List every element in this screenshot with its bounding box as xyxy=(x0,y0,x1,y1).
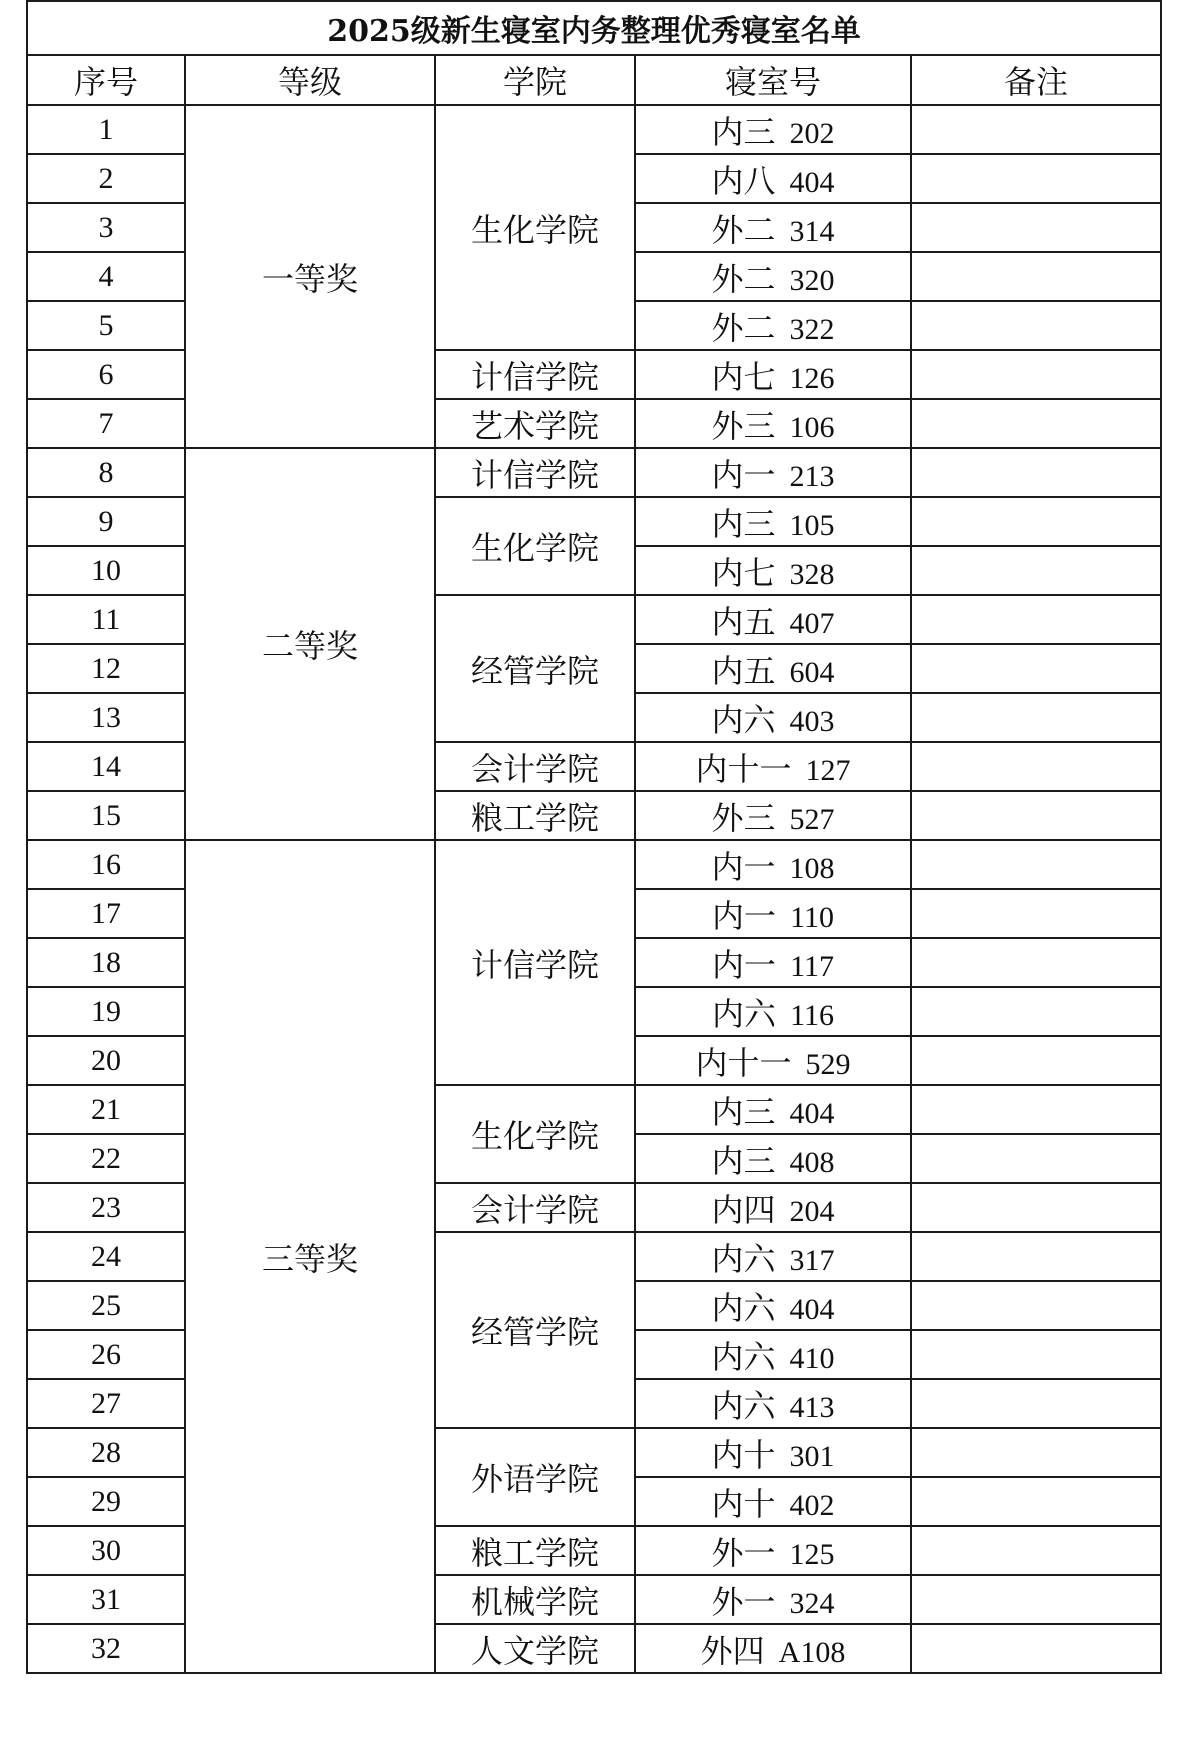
room-number: 604 xyxy=(789,655,835,689)
note-cell xyxy=(911,1281,1161,1330)
building-name: 内五 xyxy=(711,602,776,641)
note-cell xyxy=(911,301,1161,350)
building-name: 内六 xyxy=(711,700,776,739)
header-level: 等级 xyxy=(185,55,435,105)
room-number: 116 xyxy=(790,998,834,1032)
seq-cell: 2 xyxy=(27,154,185,203)
seq-cell: 29 xyxy=(27,1477,185,1526)
seq-cell: 9 xyxy=(27,497,185,546)
room-number: 213 xyxy=(789,459,835,493)
level-cell: 一等奖 xyxy=(185,105,435,448)
building-name: 内六 xyxy=(711,1386,776,1425)
award-table-body xyxy=(27,105,1161,1673)
seq-cell: 14 xyxy=(27,742,185,791)
note-cell xyxy=(911,1134,1161,1183)
note-cell xyxy=(911,350,1161,399)
room-number: 320 xyxy=(789,263,835,297)
room-number: 314 xyxy=(789,214,835,248)
room-number: 322 xyxy=(789,312,835,346)
header-seq: 序号 xyxy=(27,55,185,105)
seq-cell: 15 xyxy=(27,791,185,840)
room-number: 202 xyxy=(789,116,835,150)
award-list-sheet xyxy=(26,0,1162,1674)
room-number: A108 xyxy=(778,1635,846,1669)
building-name: 内五 xyxy=(711,651,776,690)
room-cell xyxy=(635,497,911,546)
table-row xyxy=(27,105,1161,154)
building-name: 内四 xyxy=(711,1190,776,1229)
room-cell xyxy=(635,203,911,252)
building-name: 内一 xyxy=(712,945,777,984)
room-cell xyxy=(635,1183,911,1232)
building-name: 内七 xyxy=(711,553,776,592)
seq-cell: 7 xyxy=(27,399,185,448)
college-cell: 艺术学院 xyxy=(435,399,635,448)
building-name: 外一 xyxy=(711,1582,776,1621)
building-name: 内六 xyxy=(711,1239,776,1278)
room-cell xyxy=(635,791,911,840)
room-cell xyxy=(635,1134,911,1183)
note-cell xyxy=(911,644,1161,693)
college-cell: 经管学院 xyxy=(435,1232,635,1428)
room-number: 529 xyxy=(805,1047,851,1081)
building-name: 外四 xyxy=(700,1631,765,1670)
room-cell xyxy=(635,644,911,693)
room-cell xyxy=(635,301,911,350)
room-number: 403 xyxy=(789,704,835,738)
header-room: 寝室号 xyxy=(635,55,911,105)
seq-cell: 25 xyxy=(27,1281,185,1330)
building-name: 内一 xyxy=(712,896,777,935)
seq-cell: 20 xyxy=(27,1036,185,1085)
room-number: 127 xyxy=(805,753,851,787)
note-cell xyxy=(911,742,1161,791)
seq-cell: 26 xyxy=(27,1330,185,1379)
room-number: 317 xyxy=(789,1243,835,1277)
room-cell xyxy=(635,1477,911,1526)
room-cell xyxy=(635,1575,911,1624)
building-name: 内六 xyxy=(711,1337,776,1376)
room-number: 413 xyxy=(789,1390,835,1424)
college-cell: 粮工学院 xyxy=(435,791,635,840)
room-cell xyxy=(635,1330,911,1379)
room-cell xyxy=(635,889,911,938)
note-cell xyxy=(911,1330,1161,1379)
room-number: 108 xyxy=(789,851,835,885)
room-number: 125 xyxy=(789,1537,835,1571)
room-number: 106 xyxy=(789,410,835,444)
building-name: 内六 xyxy=(711,1288,776,1327)
room-cell xyxy=(635,448,911,497)
room-cell xyxy=(635,840,911,889)
seq-cell: 28 xyxy=(27,1428,185,1477)
room-cell xyxy=(635,1379,911,1428)
room-cell xyxy=(635,1232,911,1281)
note-cell xyxy=(911,987,1161,1036)
seq-cell: 24 xyxy=(27,1232,185,1281)
note-cell xyxy=(911,448,1161,497)
building-name: 内一 xyxy=(711,455,776,494)
college-cell: 计信学院 xyxy=(435,448,635,497)
note-cell xyxy=(911,1477,1161,1526)
college-cell: 生化学院 xyxy=(435,105,635,350)
note-cell xyxy=(911,252,1161,301)
room-cell xyxy=(635,105,911,154)
note-cell xyxy=(911,840,1161,889)
building-name: 内十 xyxy=(711,1435,776,1474)
room-cell xyxy=(635,693,911,742)
seq-cell: 11 xyxy=(27,595,185,644)
note-cell xyxy=(911,105,1161,154)
table-row xyxy=(27,448,1161,497)
seq-cell: 27 xyxy=(27,1379,185,1428)
seq-cell: 32 xyxy=(27,1624,185,1673)
seq-cell: 6 xyxy=(27,350,185,399)
building-name: 内八 xyxy=(711,161,776,200)
building-name: 内十一 xyxy=(695,749,792,788)
room-cell xyxy=(635,399,911,448)
room-number: 404 xyxy=(789,1096,835,1130)
note-cell xyxy=(911,1624,1161,1673)
note-cell xyxy=(911,203,1161,252)
room-cell xyxy=(635,938,911,987)
room-cell xyxy=(635,595,911,644)
level-cell: 二等奖 xyxy=(185,448,435,840)
note-cell xyxy=(911,1036,1161,1085)
building-name: 内三 xyxy=(711,1092,776,1131)
building-name: 外三 xyxy=(711,798,776,837)
seq-cell: 18 xyxy=(27,938,185,987)
college-cell: 会计学院 xyxy=(435,742,635,791)
room-cell xyxy=(635,1036,911,1085)
building-name: 内三 xyxy=(711,504,776,543)
room-cell xyxy=(635,546,911,595)
note-cell xyxy=(911,938,1161,987)
room-number: 110 xyxy=(790,900,834,934)
room-number: 126 xyxy=(789,361,835,395)
seq-cell: 3 xyxy=(27,203,185,252)
room-cell xyxy=(635,1085,911,1134)
room-cell xyxy=(635,1428,911,1477)
building-name: 内三 xyxy=(711,1141,776,1180)
room-number: 527 xyxy=(789,802,835,836)
room-number: 324 xyxy=(789,1586,835,1620)
building-name: 外一 xyxy=(711,1533,776,1572)
seq-cell: 12 xyxy=(27,644,185,693)
room-cell xyxy=(635,742,911,791)
room-cell xyxy=(635,252,911,301)
note-cell xyxy=(911,1526,1161,1575)
room-number: 404 xyxy=(789,165,835,199)
college-cell: 会计学院 xyxy=(435,1183,635,1232)
note-cell xyxy=(911,1379,1161,1428)
college-cell: 外语学院 xyxy=(435,1428,635,1526)
seq-cell: 17 xyxy=(27,889,185,938)
college-cell: 生化学院 xyxy=(435,497,635,595)
room-cell xyxy=(635,1526,911,1575)
seq-cell: 4 xyxy=(27,252,185,301)
header-note: 备注 xyxy=(911,55,1161,105)
building-name: 外二 xyxy=(711,210,776,249)
note-cell xyxy=(911,1575,1161,1624)
note-cell xyxy=(911,791,1161,840)
room-number: 408 xyxy=(789,1145,835,1179)
building-name: 内十 xyxy=(711,1484,776,1523)
college-cell: 机械学院 xyxy=(435,1575,635,1624)
seq-cell: 8 xyxy=(27,448,185,497)
room-number: 117 xyxy=(790,949,834,983)
building-name: 内三 xyxy=(711,112,776,151)
college-cell: 人文学院 xyxy=(435,1624,635,1673)
room-number: 105 xyxy=(789,508,835,542)
header-college: 学院 xyxy=(435,55,635,105)
seq-cell: 19 xyxy=(27,987,185,1036)
room-number: 407 xyxy=(789,606,835,640)
award-table xyxy=(26,0,1162,1674)
note-cell xyxy=(911,1183,1161,1232)
room-number: 204 xyxy=(789,1194,835,1228)
note-cell xyxy=(911,1428,1161,1477)
seq-cell: 1 xyxy=(27,105,185,154)
note-cell xyxy=(911,693,1161,742)
college-cell: 经管学院 xyxy=(435,595,635,742)
building-name: 外二 xyxy=(711,308,776,347)
note-cell xyxy=(911,889,1161,938)
table-title: 2025级新生寝室内务整理优秀寝室名单 xyxy=(27,1,1161,55)
room-number: 410 xyxy=(789,1341,835,1375)
seq-cell: 5 xyxy=(27,301,185,350)
building-name: 外二 xyxy=(711,259,776,298)
note-cell xyxy=(911,497,1161,546)
room-cell xyxy=(635,350,911,399)
room-cell xyxy=(635,1281,911,1330)
note-cell xyxy=(911,154,1161,203)
seq-cell: 30 xyxy=(27,1526,185,1575)
building-name: 外三 xyxy=(711,406,776,445)
note-cell xyxy=(911,1232,1161,1281)
room-number: 404 xyxy=(789,1292,835,1326)
building-name: 内一 xyxy=(711,847,776,886)
college-cell: 生化学院 xyxy=(435,1085,635,1183)
college-cell: 计信学院 xyxy=(435,350,635,399)
seq-cell: 16 xyxy=(27,840,185,889)
room-cell xyxy=(635,154,911,203)
room-number: 301 xyxy=(789,1439,835,1473)
seq-cell: 23 xyxy=(27,1183,185,1232)
seq-cell: 21 xyxy=(27,1085,185,1134)
seq-cell: 31 xyxy=(27,1575,185,1624)
room-cell xyxy=(635,987,911,1036)
note-cell xyxy=(911,1085,1161,1134)
room-cell xyxy=(635,1624,911,1673)
college-cell: 计信学院 xyxy=(435,840,635,1085)
seq-cell: 10 xyxy=(27,546,185,595)
note-cell xyxy=(911,595,1161,644)
room-number: 328 xyxy=(789,557,835,591)
note-cell xyxy=(911,546,1161,595)
college-cell: 粮工学院 xyxy=(435,1526,635,1575)
building-name: 内十一 xyxy=(695,1043,792,1082)
building-name: 内六 xyxy=(712,994,777,1033)
table-row xyxy=(27,840,1161,889)
header-row xyxy=(27,55,1161,105)
seq-cell: 22 xyxy=(27,1134,185,1183)
room-number: 402 xyxy=(789,1488,835,1522)
seq-cell: 13 xyxy=(27,693,185,742)
title-row xyxy=(27,1,1161,55)
building-name: 内七 xyxy=(711,357,776,396)
level-cell: 三等奖 xyxy=(185,840,435,1673)
note-cell xyxy=(911,399,1161,448)
